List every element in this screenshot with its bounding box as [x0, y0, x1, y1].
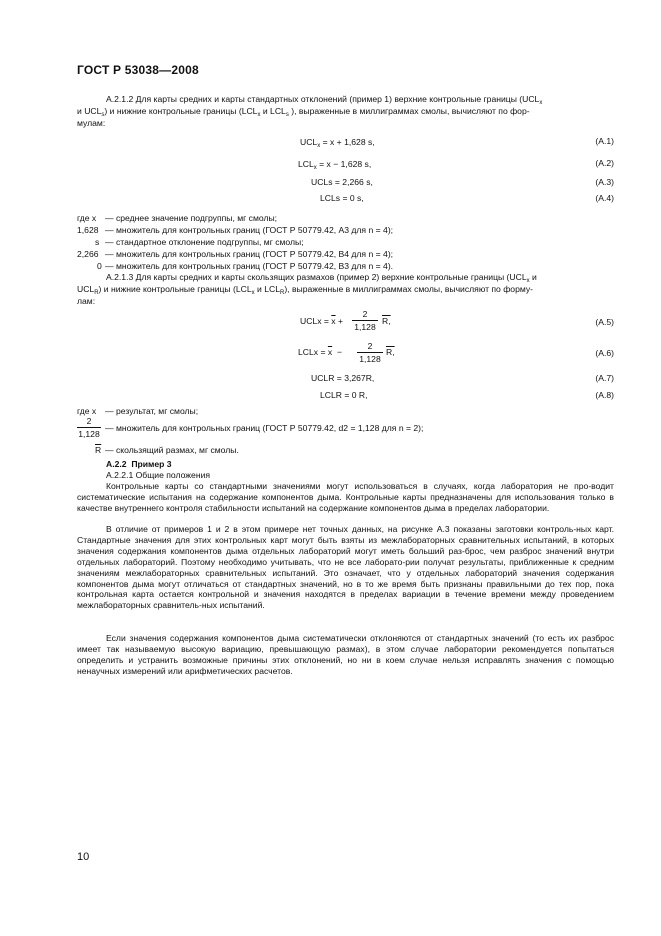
page-number: 10: [77, 851, 90, 863]
legend1-text-1: — среднее значение подгруппы, мг смолы;: [105, 213, 278, 223]
body-paragraph-3: Если значения содержания компонентов дыма систематически отклоняются от стандартных значений (то есть их разброс имеет так называемую высокую вариацию, превышающую размах), в этом случае лаборатории рекомендуется попытаться определить и устранить возможные причины этих отклонений, но ни в коем случае нельзя исправлять значения с помощью ненаучных измерений или арифметических расчетов.: [77, 633, 614, 676]
equation-a3: UCLs = 2,266 s,: [311, 177, 373, 187]
legend2-symbol-3: $\overline{R}$: [95, 445, 102, 455]
legend2-fraction: 2 1,128: [78, 416, 100, 439]
legend1-symbol-5: 0: [97, 261, 102, 271]
equation-a6: LCLx = $\overline{x}$ −: [298, 347, 342, 357]
legend2-text-3: — скользящий размах, мг смолы.: [105, 445, 239, 455]
equation-a1: $UCL_x = x + 1,628$ s,: [300, 137, 375, 149]
legend2-symbol-1: где x: [77, 406, 97, 416]
para-a212-line3: мулам:: [77, 118, 106, 128]
equation-number-a3: (А.3): [595, 177, 614, 187]
equation-a4: LCLs = 0 s,: [320, 193, 364, 203]
equation-number-a5: (А.5): [595, 317, 614, 327]
legend1-text-4: — множитель для контрольных границ (ГОСТ Р 50779.42, B4 для n = 4);: [105, 249, 394, 259]
para-a213-line1: А.2.1.3 Для карты средних и карты скользящих размахов (пример 2) верхние контрольные границы ($UCL_x$ и: [106, 272, 537, 284]
section-a22-heading: А.2.2 Пример 3: [106, 459, 172, 469]
legend1-symbol-2: 1,628: [77, 225, 99, 235]
sub-s: s: [101, 112, 105, 118]
para-a213-line3: лам:: [77, 296, 96, 306]
document-header: ГОСТ Р 53038—2008: [77, 63, 199, 77]
section-a221-heading: А.2.2.1 Общие положения: [106, 470, 211, 480]
body-paragraph-1: Контрольные карты со стандартными значениями могут использоваться в случаях, когда лаборатория не про-водит систематические испытания на содержание компонентов дыма. Контрольные карты предназначены для использования только в качестве внутреннего контроля стабильности испытаний на содержание компонентов дыма в пределах лаборатории.: [77, 481, 614, 513]
equation-a6-tail: R,: [386, 347, 395, 357]
sub-x: x: [257, 112, 261, 118]
legend1-text-2: — множитель для контрольных границ (ГОСТ Р 50779.42, A3 для n = 4);: [105, 225, 394, 235]
equation-a2: $LCL_x = x - 1,628$ s,: [298, 159, 372, 171]
legend1-text-5: — множитель для контрольных границ (ГОСТ Р 50779.42, B3 для n = 4).: [105, 261, 394, 271]
equation-number-a2: (А.2): [595, 158, 614, 168]
legend1-symbol-4: 2,266: [77, 249, 99, 259]
equation-number-a4: (А.4): [595, 193, 614, 203]
equation-number-a1: (А.1): [595, 136, 614, 146]
equation-a5: UCLx = $\overline{x}$ +: [300, 316, 344, 326]
equation-number-a6: (А.6): [595, 348, 614, 358]
legend2-text-1: — результат, мг смолы;: [105, 406, 199, 416]
para-a213-line2: $UCL_R$) и нижние контрольные границы ($LCL_x$ и $LCL_R$), выраженные в миллиграммах смолы, вычисляют по форму-: [77, 284, 534, 296]
legend1-symbol-3: s: [95, 237, 100, 247]
sub-x-bar: x: [539, 100, 543, 106]
equation-a5-tail: R,: [382, 316, 391, 326]
equation-number-a7: (А.7): [595, 373, 614, 383]
equation-a7: UCLR = 3,267R,: [311, 373, 375, 383]
equation-a5-fraction: 2 1,128: [352, 309, 378, 332]
equation-number-a8: (А.8): [595, 390, 614, 400]
para-a212-line1: А.2.1.2 Для карты средних и карты стандартных отклонений (пример 1) верхние контрольные границы ($UCL_x$: [106, 94, 543, 106]
body-paragraph-2: В отличие от примеров 1 и 2 в этом примере нет точных данных, на рисунке А.3 показаны заготовки контроль-ных карт. Стандартные значения для этих контрольных карт могут быть взяты из межлабораторных сравнительных испытаний, в которых значения содержания компонентов дыма отдельных лабораторий могут иметь больший раз-брос, чем разброс значений внутри отдельных лабораторий. Поэтому необходимо учитывать, что не все лаборато-рии получат результаты, приближенные к средним значениям межлабораторных сравнительных испытаний. Это означает, что у отдельных лабораторий значения содержания компонентов дыма могут отличаться от стандартных значений, но в то же время быть признаны правильными до тех пор, пока контрольная карта остается контрольной и значения находятся в пределах вариации в течение времени между проведением межлабораторных сравнитель-ных испытаний.: [77, 524, 614, 611]
equation-a6-fraction: 2 1,128: [357, 341, 383, 364]
legend1-symbol-1: где x: [77, 213, 97, 223]
equation-a8: LCLR = 0 R,: [320, 390, 368, 400]
legend1-text-3: — стандартное отклонение подгруппы, мг смолы;: [105, 237, 304, 247]
legend2-text-2: — множитель для контрольных границ (ГОСТ Р 50779.42, d2 = 1,128 для n = 2);: [105, 423, 424, 433]
sub-s2: s: [285, 112, 289, 118]
para-a212-line2: и $UCL_s$) и нижние контрольные границы ($LCL_x$ и $LCL_s$ ), выраженные в миллиграммах смолы, вычисляют по фор-: [77, 106, 530, 118]
